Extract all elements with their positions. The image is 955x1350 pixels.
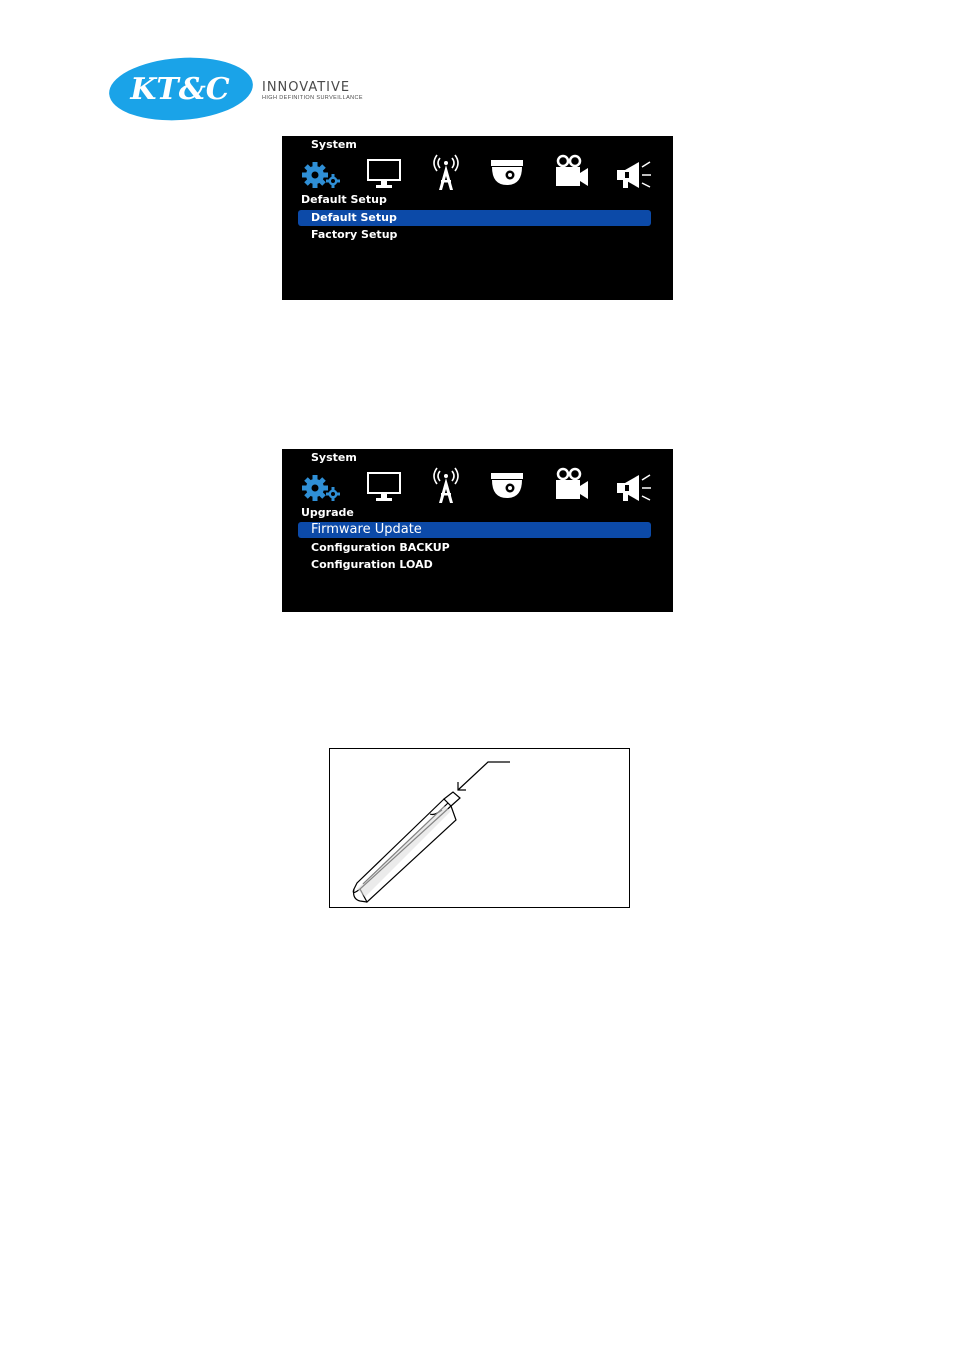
- osd-icon-bar: [300, 467, 660, 507]
- section-title: Upgrade: [301, 506, 354, 519]
- antenna-tower-icon[interactable]: [425, 154, 467, 194]
- logo-mark: KT&C: [130, 72, 230, 107]
- menu-item-configuration-load[interactable]: Configuration LOAD: [311, 558, 433, 571]
- osd-title: System: [311, 451, 357, 464]
- menu-item-firmware-update[interactable]: Firmware Update: [298, 522, 651, 538]
- monitor-icon[interactable]: [363, 467, 405, 507]
- megaphone-icon[interactable]: [613, 154, 655, 194]
- osd-screen-default-setup: [282, 136, 673, 300]
- megaphone-icon[interactable]: [613, 467, 655, 507]
- dome-camera-icon[interactable]: [486, 154, 528, 194]
- reset-pin-illustration: [330, 749, 628, 906]
- osd-title: System: [311, 138, 357, 151]
- antenna-tower-icon[interactable]: [425, 467, 467, 507]
- video-camera-icon[interactable]: [550, 467, 592, 507]
- menu-item-configuration-backup[interactable]: Configuration BACKUP: [311, 541, 450, 554]
- monitor-icon[interactable]: [363, 154, 405, 194]
- section-title: Default Setup: [301, 193, 387, 206]
- menu-item-factory-setup[interactable]: Factory Setup: [311, 228, 398, 241]
- gears-icon[interactable]: [300, 467, 342, 507]
- osd-screen-upgrade: [282, 449, 673, 612]
- osd-icon-bar: [300, 154, 660, 194]
- dome-camera-icon[interactable]: [486, 467, 528, 507]
- ktc-logo: [108, 57, 254, 121]
- gears-icon[interactable]: [300, 154, 342, 194]
- logo-subtitle: HIGH DEFINITION SURVEILLANCE: [262, 95, 363, 101]
- pointer-line: [458, 762, 510, 790]
- reset-tool-diagram: [329, 748, 630, 908]
- video-camera-icon[interactable]: [550, 154, 592, 194]
- logo-wordmark: [262, 81, 363, 102]
- menu-item-default-setup[interactable]: Default Setup: [298, 210, 651, 226]
- logo-title: INNOVATIVE: [262, 80, 351, 95]
